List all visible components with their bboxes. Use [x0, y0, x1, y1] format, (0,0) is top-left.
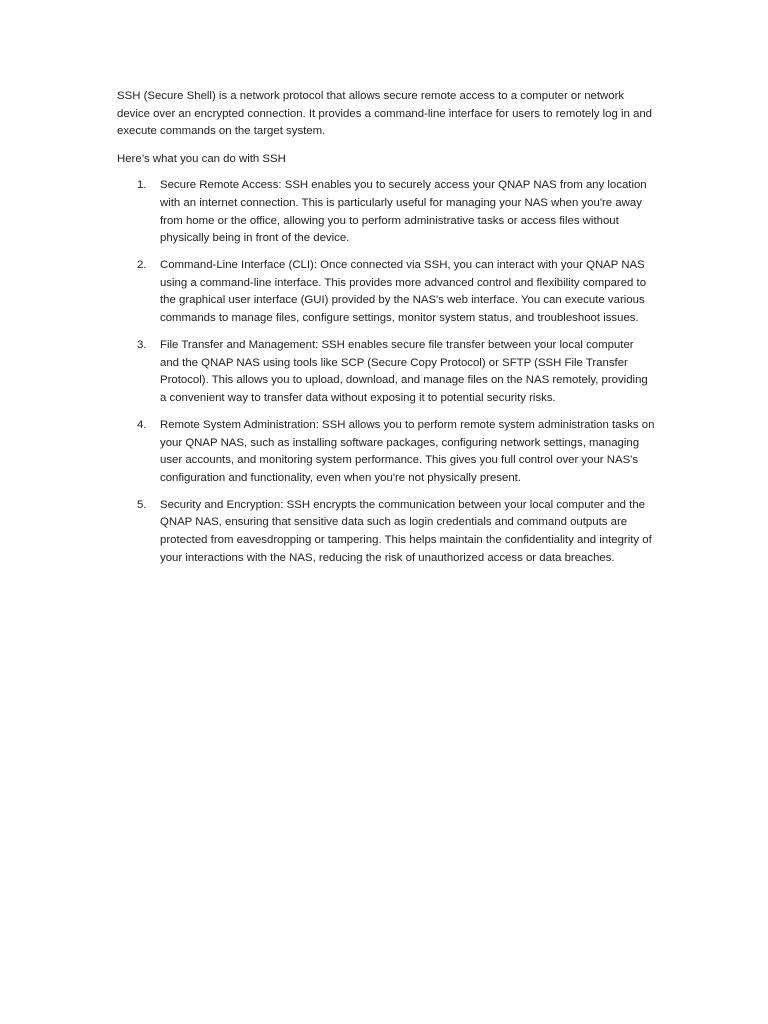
- list-item-text: Remote System Administration: SSH allows you to perform remote system administration tasks on your QNAP NAS, such as installing software packages, configuring network settings, managing user accounts, and monitoring system performance. This gives you full control over your NAS's configuration and functionality, even when you're not physically present.: [160, 419, 655, 484]
- intro-paragraph: SSH (Secure Shell) is a network protocol that allows secure remote access to a computer or network device over an encrypted connection. It provides a command-line interface for users to remotely log in and execute commands on the target system.: [117, 90, 653, 138]
- list-item-text: Security and Encryption: SSH encrypts the communication between your local computer and the QNAP NAS, ensuring that sensitive data such as login credentials and command outputs are protected from eavesdropping or tampering. This helps maintain the confidentiality and integrity of your interactions with the NAS, reducing the risk of unauthorized access or data breaches.: [160, 498, 652, 564]
- list-item-number: 1.: [137, 179, 147, 192]
- document-body: [117, 88, 655, 577]
- list-item-number: 2.: [137, 259, 147, 272]
- list-item: [117, 497, 655, 567]
- list-item-number: 4.: [137, 419, 147, 431]
- list-item-text: Secure Remote Access: SSH enables you to securely access your QNAP NAS from any location with an internet connection. This is particularly useful for managing your NAS when you're away from home or the office, allowing you to perform administrative tasks or access files without physically being in front of the device.: [160, 179, 647, 245]
- list-item: [117, 257, 655, 327]
- feature-list: [117, 177, 655, 567]
- list-item: [117, 337, 655, 407]
- list-item-number: 3.: [137, 339, 147, 352]
- list-lead-in: Here’s what you can do with SSH: [117, 152, 286, 165]
- list-item-text: File Transfer and Management: SSH enables secure file transfer between your local computer and the QNAP NAS using tools like SCP (Secure Copy Protocol) or SFTP (SSH File Transfer Protocol). This allows you to upload, download, and manage files on the NAS remotely, providing a convenient way to transfer data without exposing it to potential security risks.: [160, 339, 648, 404]
- list-item-text: Command-Line Interface (CLI): Once connected via SSH, you can interact with your QNAP NAS using a command-line interface. This provides more advanced control and flexibility compared to the graphical user interface (GUI) provided by the NAS's web interface. You can execute various commands to manage files, configure settings, monitor system status, and troubleshoot issues.: [160, 259, 647, 325]
- list-item: [117, 177, 655, 247]
- list-item-number: 5.: [137, 498, 147, 511]
- list-item: [117, 417, 655, 487]
